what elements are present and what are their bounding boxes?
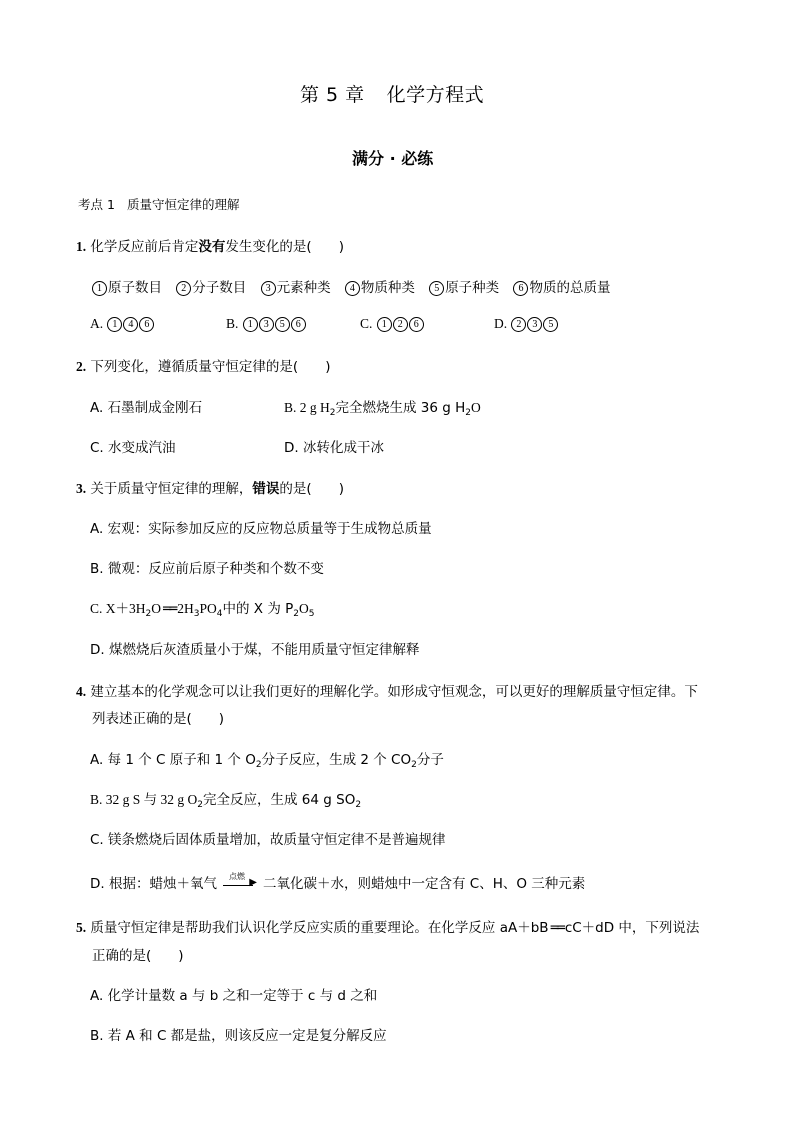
question-number: 1. (76, 239, 87, 254)
section-name: 质量守恒定律的理解 (126, 197, 240, 212)
circled-number: 6 (513, 281, 528, 296)
circled-number: 5 (429, 281, 444, 296)
q3-option-a: A. 宏观：实际参加反应的反应物总质量等于生成物总质量 (90, 521, 432, 537)
q1-option-a: A. 1 4 6 (90, 316, 155, 332)
section-label: 考点 1 (78, 197, 115, 212)
question-4-line-2: 列表述正确的是( ) (92, 711, 225, 727)
q3-option-c: C. $X+3H_2O$ ══ $2H_3PO_4$中的 X 为 $P_2O_5$ (90, 601, 315, 619)
q2-option-a: A. 石墨制成金刚石 (90, 400, 203, 416)
question-1 (76, 235, 344, 255)
question-text: 关于质量守恒定律的理解， (90, 481, 253, 497)
q1-option-c: C. 1 2 6 (360, 316, 425, 332)
question-5-line-2: 正确的是( ) (92, 948, 184, 964)
item-1: 1 原子数目 (92, 280, 162, 296)
question-text-end: cC＋dD 中，下列说法 (564, 920, 700, 936)
question-number: 2. (76, 359, 87, 374)
item-3: 3 元素种类 (261, 280, 331, 296)
q1-option-d: D. 2 3 5 (494, 316, 559, 332)
q3-option-b: B. 微观：反应前后原子种类和个数不变 (90, 561, 324, 577)
chapter-number: 第 5 章 (300, 84, 365, 106)
question-4 (76, 680, 698, 700)
q2-option-b: B. 2 g $H_2$完全燃烧生成 36 g $H_2O$ (284, 400, 481, 418)
question-text: 下列变化，遵循质量守恒定律的是( ) (90, 359, 331, 375)
circled-number: 1 (92, 281, 107, 296)
item-4: 4 物质种类 (345, 280, 415, 296)
item-6: 6 物质的总质量 (513, 280, 610, 296)
question-3 (76, 477, 344, 497)
q4-option-c: C. 镁条燃烧后固体质量增加，故质量守恒定律不是普遍规律 (90, 832, 446, 848)
equals-sign: ══ (550, 920, 563, 936)
equals-sign: ══ (163, 601, 176, 617)
question-5 (76, 916, 699, 936)
item-5: 5 原子种类 (429, 280, 499, 296)
question-text: 化学反应前后肯定 (90, 239, 199, 255)
q5-option-a: A. 化学计量数 a 与 b 之和一定等于 c 与 d 之和 (90, 988, 378, 1004)
circled-number: 2 (176, 281, 191, 296)
q4-option-b: B. 32 g S 与 32 g $O_2$完全反应，生成 64 g $SO_2$ (90, 792, 362, 810)
question-number: 3. (76, 481, 87, 496)
question-text-end: 的是( ) (279, 481, 344, 497)
q5-option-b: B. 若 A 和 C 都是盐，则该反应一定是复分解反应 (90, 1028, 387, 1044)
q4-option-d: D. 根据：蜡烛＋氧气 点燃 ▶ 二氧化碳＋水，则蜡烛中一定含有 C、H、O 三种元素 (90, 871, 586, 892)
chapter-title (300, 80, 484, 107)
q4-option-a: A. 每 1 个 C 原子和 1 个 $O_2$分子反应，生成 2 个 $CO_2$分子 (90, 752, 444, 770)
reaction-arrow-icon: 点燃 ▶ (223, 883, 257, 886)
emphasis-text: 错误 (252, 481, 280, 497)
q1-option-b: B. 1 3 5 6 (226, 316, 307, 332)
question-2 (76, 355, 330, 375)
question-number: 5. (76, 920, 87, 935)
circled-number: 4 (345, 281, 360, 296)
circled-number: 3 (261, 281, 276, 296)
question-text: 建立基本的化学观念可以让我们更好的理解化学。如形成守恒观念，可以更好的理解质量守恒定律。下 (90, 684, 698, 700)
item-2: 2 分子数目 (176, 280, 246, 296)
q3-option-d: D. 煤燃烧后灰渣质量小于煤，不能用质量守恒定律解释 (90, 642, 420, 658)
chapter-name: 化学方程式 (386, 84, 485, 106)
emphasis-text: 没有 (198, 239, 226, 255)
page-subtitle: 满分 · 必练 (352, 149, 434, 168)
reaction-condition: 点燃 (228, 871, 245, 881)
question-number: 4. (76, 684, 87, 699)
q2-option-c: C. 水变成汽油 (90, 440, 176, 456)
q2-option-d: D. 冰转化成干冰 (284, 440, 384, 456)
question-text-end: 发生变化的是( ) (225, 239, 344, 255)
question-text: 质量守恒定律是帮助我们认识化学反应实质的重要理论。在化学反应 aA＋bB (90, 920, 549, 936)
q1-items (92, 276, 610, 296)
section-heading (78, 195, 239, 213)
